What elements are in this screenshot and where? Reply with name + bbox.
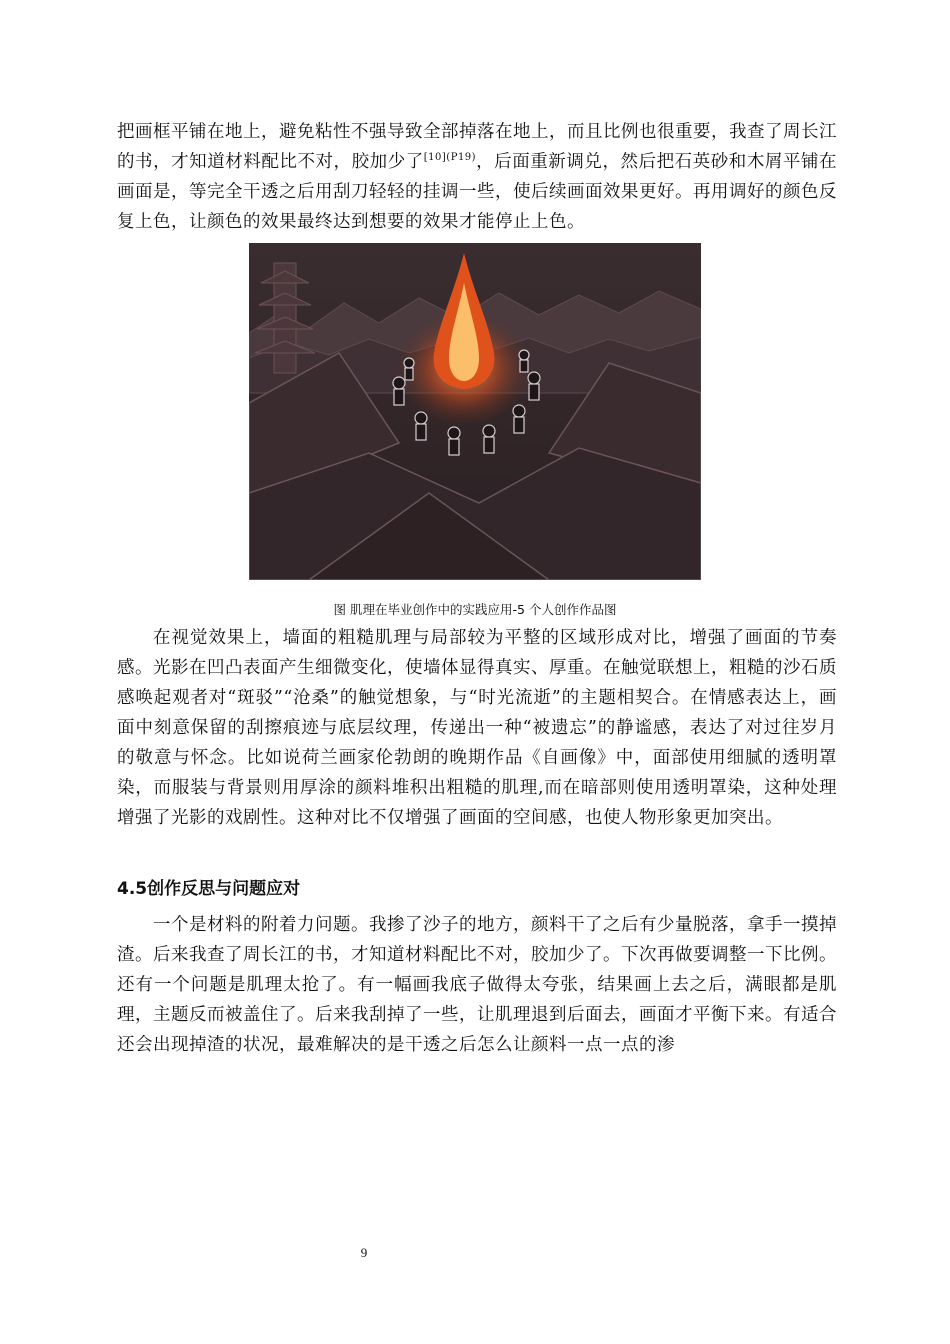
citation-marker: [10](P19) bbox=[423, 152, 477, 164]
section-heading: 4.5创作反思与问题应对 bbox=[117, 879, 301, 899]
paragraph-3: 一个是材料的附着力问题。我掺了沙子的地方，颜料干了之后有少量脱落，拿手一摸掉渣。后来我查了周长江的书，才知道材料配比不对，胶加少了。下次再做要调整一下比例。还有一个问题是肌理太抢了。有一幅画我底子做得太夸张，结果画上去之后，满眼都是肌理，主题反而被盖住了。后来我刮掉了一些，让肌理退到后面去，画面才平衡下来。有适合还会出现掉渣的状况，最难解决的是干透之后怎么让颜料一点一点的渗 bbox=[117, 915, 837, 1055]
artwork-painting bbox=[249, 243, 701, 580]
paragraph-1-text-a: 把画框平铺在地上，避免粘性不强导致全部掉落在地上，而且比例也很重要，我查了周长江的书，才知道材料配比不对，胶加少了 bbox=[117, 122, 837, 172]
paragraph-2: 在视觉效果上，墙面的粗糙肌理与局部较为平整的区域形成对比，增强了画面的节奏感。光影在凹凸表面产生细微变化，使墙体显得真实、厚重。在触觉联想上，粗糙的沙石质感唤起观者对“斑驳”“沧桑”的触觉想象，与“时光流逝”的主题相契合。在情感表达上，画面中刻意保留的刮擦痕迹与底层纹理，传递出一种“被遗忘”的静谧感，表达了对过往岁月的敬意与怀念。比如说荷兰画家伦勃朗的晚期作品《自画像》中，面部使用细腻的透明罩染，而服装与背景则用厚涂的颜料堆积出粗糙的肌理,而在暗部则使用透明罩染，这种处理增强了光影的戏剧性。这种对比不仅增强了画面的空间感，也使人物形象更加突出。 bbox=[117, 628, 837, 828]
figure-caption: 图 肌理在毕业创作中的实践应用-5 个人创作作品图 bbox=[333, 602, 617, 617]
page-number: 9 bbox=[360, 1245, 368, 1260]
artwork-figure bbox=[249, 243, 701, 580]
paragraph-1 bbox=[117, 117, 837, 237]
paragraph-1-text-b: ，后面重新调兑，然后把石英砂和木屑平铺在画面是，等完全干透之后用刮刀轻轻的挂调一些，使后续画面效果更好。再用调好的颜色反复上色，让颜色的效果最终达到想要的效果才能停止上色。 bbox=[117, 152, 837, 232]
